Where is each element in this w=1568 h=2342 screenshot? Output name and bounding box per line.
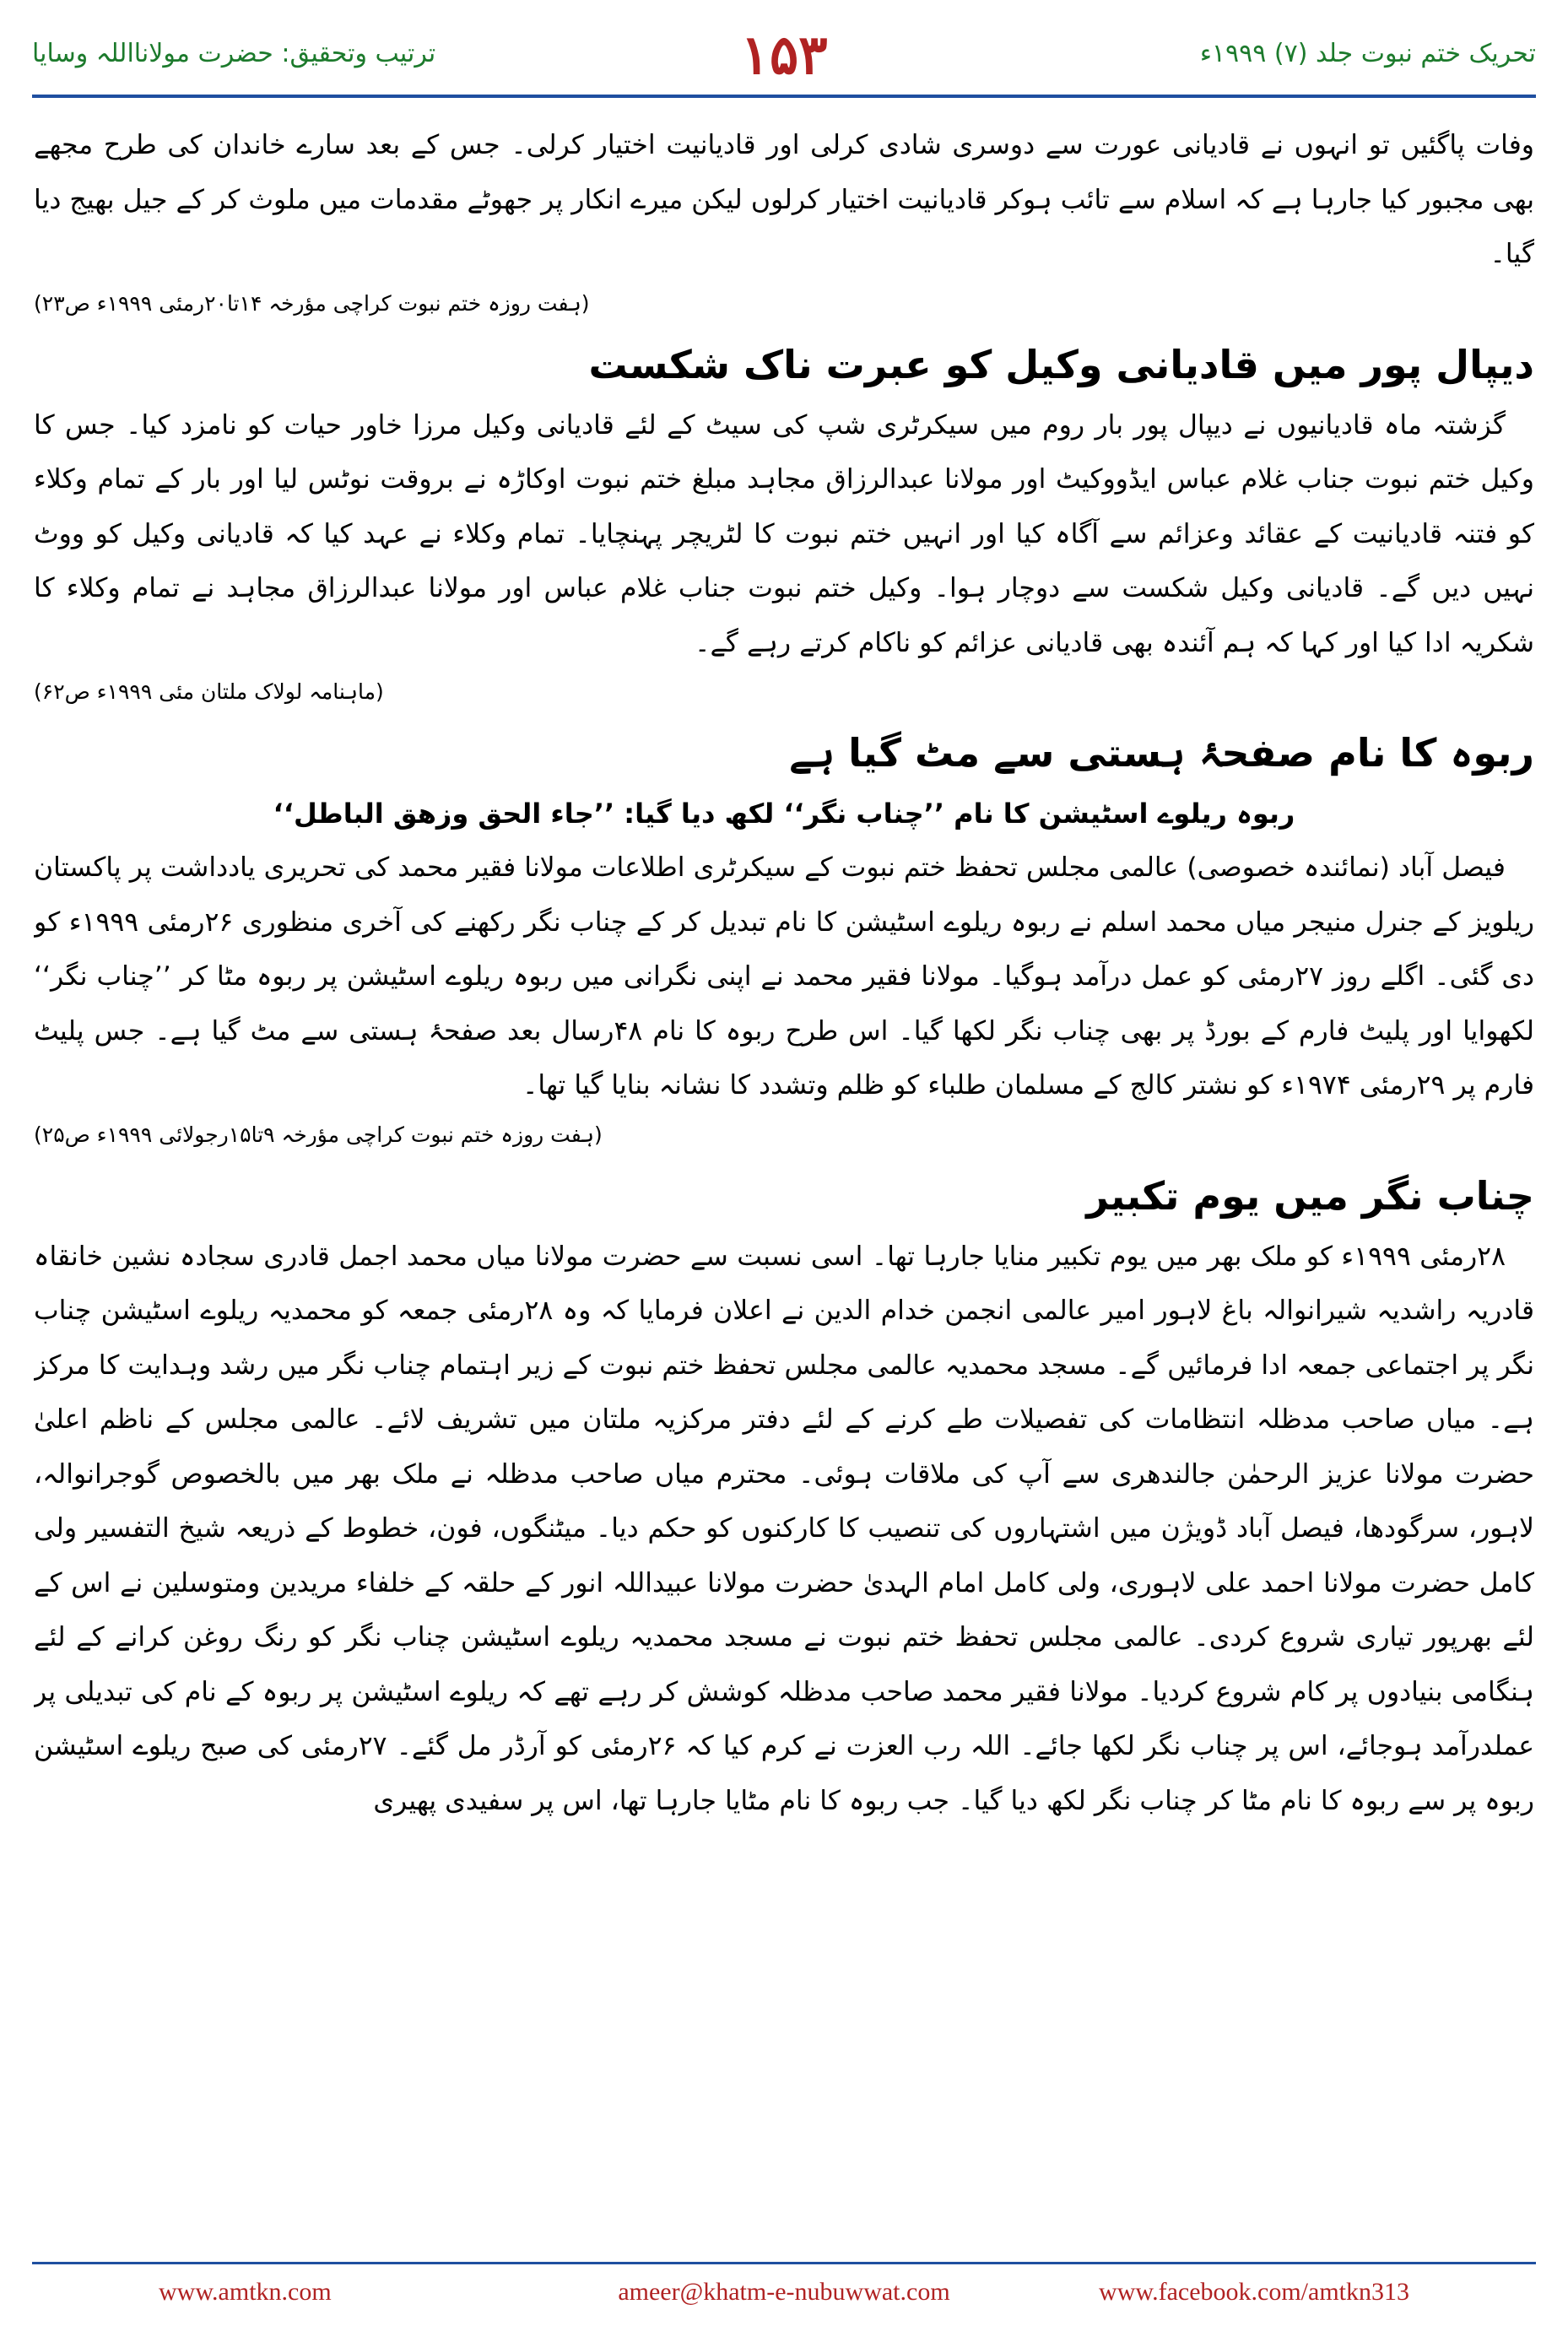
section1-paragraph: وفات پاگئیں تو انہوں نے قادیانی عورت سے دوسری شادی کرلی اور قادیانیت اختیار کرلی۔ جس کے بعد سارے خاندان کی طرح مجھے بھی مجبور کیا جارہا ہے کہ اسلام سے تائب ہوکر قادیانیت اختیار کرلوں لیکن میرے انکار پر جھوٹے مقدمات میں ملوث کر کے جیل بھیج دیا گیا۔ <box>34 130 1534 269</box>
section4-heading: چناب نگر میں یوم تکبیر <box>1086 1172 1534 1219</box>
header-divider <box>32 95 1536 98</box>
section3-paragraph: فیصل آباد (نمائندہ خصوصی) عالمی مجلس تحفظ ختم نبوت کے سیکرٹری اطلاعات مولانا فقیر محمد کی تحریری یادداشت پر پاکستان ریلویز کے جنرل منیجر میاں محمد اسلم نے ربوہ ریلوے اسٹیشن کا نام تبدیل کر کے چناب نگر رکھنے کی آخری منظوری ۲۶رمئی ۱۹۹۹ء کو دی گئی۔ اگلے روز ۲۷رمئی کو عمل درآمد ہوگیا۔ مولانا فقیر محمد نے اپنی نگرانی میں ربوہ ریلوے اسٹیشن پر ربوہ مٹا کر ’’چناب نگر‘‘ لکھوایا اور پلیٹ فارم کے بورڈ پر بھی چناب نگر لکھا گیا۔ اس طرح ربوہ کا نام ۴۸رسال بعد صفحۂ ہستی سے مٹ گیا ہے۔ جس پلیٹ فارم پر ۲۹رمئی ۱۹۷۴ء کو نشتر کالج کے مسلمان طلباء کو ظلم وتشدد کا نشانہ بنایا گیا تھا۔ <box>34 852 1534 1101</box>
article-body <box>34 118 1534 2190</box>
header-compiler: ترتیب وتحقیق: حضرت مولانااللہ وسایا <box>32 39 436 68</box>
section2-heading: دیپال پور میں قادیانی وکیل کو عبرت ناک شکست <box>588 341 1534 387</box>
footer-website-link[interactable]: www.amtkn.com <box>159 2278 332 2306</box>
section2-source: (ماہنامہ لولاک ملتان مئی ۱۹۹۹ء ص۶۲) <box>34 679 384 704</box>
section3-subheading: ربوہ ریلوے اسٹیشن کا نام ’’چناب نگر‘‘ لکھ دیا گیا: ’’جاء الحق وزھق الباطل‘‘ <box>273 798 1295 830</box>
page-footer <box>32 2271 1536 2313</box>
page-header <box>32 24 1536 91</box>
section3-block <box>34 841 1534 1157</box>
section1-source: (ہفت روزہ ختم نبوت کراچی مؤرخہ ۱۴تا۲۰رمئی ۱۹۹۹ء ص۲۳) <box>34 290 590 316</box>
section3-source: (ہفت روزہ ختم نبوت کراچی مؤرخہ ۹تا۱۵رجولائی ۱۹۹۹ء ص۲۵) <box>34 1122 603 1147</box>
section4-paragraph: ۲۸رمئی ۱۹۹۹ء کو ملک بھر میں یوم تکبیر منایا جارہا تھا۔ اسی نسبت سے حضرت مولانا میاں محمد اجمل قادری سجادہ نشین خانقاہ قادریہ راشدیہ شیرانوالہ باغ لاہور امیر عالمی انجمن خدام الدین نے اعلان فرمایا کہ وہ ۲۸رمئی جمعہ کو محمدیہ ریلوے اسٹیشن چناب نگر پر اجتماعی جمعہ ادا فرمائیں گے۔ مسجد محمدیہ عالمی مجلس تحفظ ختم نبوت کے زیر اہتمام چناب نگر میں رشد وہدایت کا مرکز ہے۔ میاں صاحب مدظلہ انتظامات کی تفصیلات طے کرنے کے لئے دفتر مرکزیہ ملتان میں تشریف لائے۔ عالمی مجلس کے ناظم اعلیٰ حضرت مولانا عزیز الرحمٰن جالندھری سے آپ کی ملاقات ہوئی۔ محترم میاں صاحب مدظلہ نے ملک بھر میں بالخصوص گوجرانوالہ، لاہور، سرگودھا، فیصل آباد ڈویژن میں اشتہاروں کی تنصیب کا کارکنوں کو حکم دیا۔ میٹنگوں، فون، خطوط کے ذریعہ شیخ التفسیر ولی کامل حضرت مولانا احمد علی لاہوری، ولی کامل امام الہدیٰ حضرت مولانا عبیداللہ انور کے حلقہ کے خلفاء مریدین ومتوسلین نے اس کے لئے بھرپور تیاری شروع کردی۔ عالمی مجلس تحفظ ختم نبوت نے مسجد محمدیہ ریلوے اسٹیشن چناب نگر کو رنگ روغن کرانے کے لئے ہنگامی بنیادوں پر کام شروع کردیا۔ مولانا فقیر محمد صاحب مدظلہ کوشش کر رہے تھے کہ ریلوے اسٹیشن پر ربوہ کے نام کی تبدیلی پر عملدرآمد ہوجائے، اس پر چناب نگر لکھا جائے۔ اللہ رب العزت نے کرم کیا کہ ۲۶رمئی کو آرڈر مل گئے۔ ۲۷رمئی کی صبح ریلوے اسٹیشن ربوہ پر سے ربوہ کا نام مٹا کر چناب نگر لکھ دیا گیا۔ جب ربوہ کا نام مٹایا جارہا تھا، اس پر سفیدی پھیری <box>34 1241 1534 1816</box>
footer-email-link[interactable]: ameer@khatm-e-nubuwwat.com <box>618 2278 950 2306</box>
section3-heading: ربوہ کا نام صفحۂ ہستی سے مٹ گیا ہے <box>789 730 1534 776</box>
footer-divider <box>32 2262 1536 2264</box>
footer-facebook-link[interactable]: www.facebook.com/amtkn313 <box>1099 2278 1409 2306</box>
header-book-title: تحریک ختم نبوت جلد (۷) ۱۹۹۹ء <box>1199 39 1536 68</box>
section2-paragraph: گزشتہ ماہ قادیانیوں نے دیپال پور بار روم میں سیکرٹری شپ کی سیٹ کے لئے قادیانی وکیل مرزا خاور حیات کو نامزد کیا۔ جس کا وکیل ختم نبوت جناب غلام عباس ایڈووکیٹ اور مولانا عبدالرزاق مجاہد مبلغ ختم نبوت اوکاڑہ نے بروقت نوٹس لیا اور بار کے تمام وکلاء کو فتنہ قادیانیت کے عقائد وعزائم سے آگاہ کیا اور انہیں ختم نبوت کا لٹریچر پہنچایا۔ تمام وکلاء نے عہد کیا کہ قادیانی وکیل کو ووٹ نہیں دیں گے۔ قادیانی وکیل شکست سے دوچار ہوا۔ وکیل ختم نبوت جناب غلام عباس اور مولانا عبدالرزاق مجاہد نے تمام وکلاء کا شکریہ ادا کیا اور کہا کہ ہم آئندہ بھی قادیانی عزائم کو ناکام کرتے رہے گے۔ <box>34 409 1534 658</box>
page-number: ۱۵۳ <box>740 24 828 87</box>
section2-block <box>34 398 1534 715</box>
